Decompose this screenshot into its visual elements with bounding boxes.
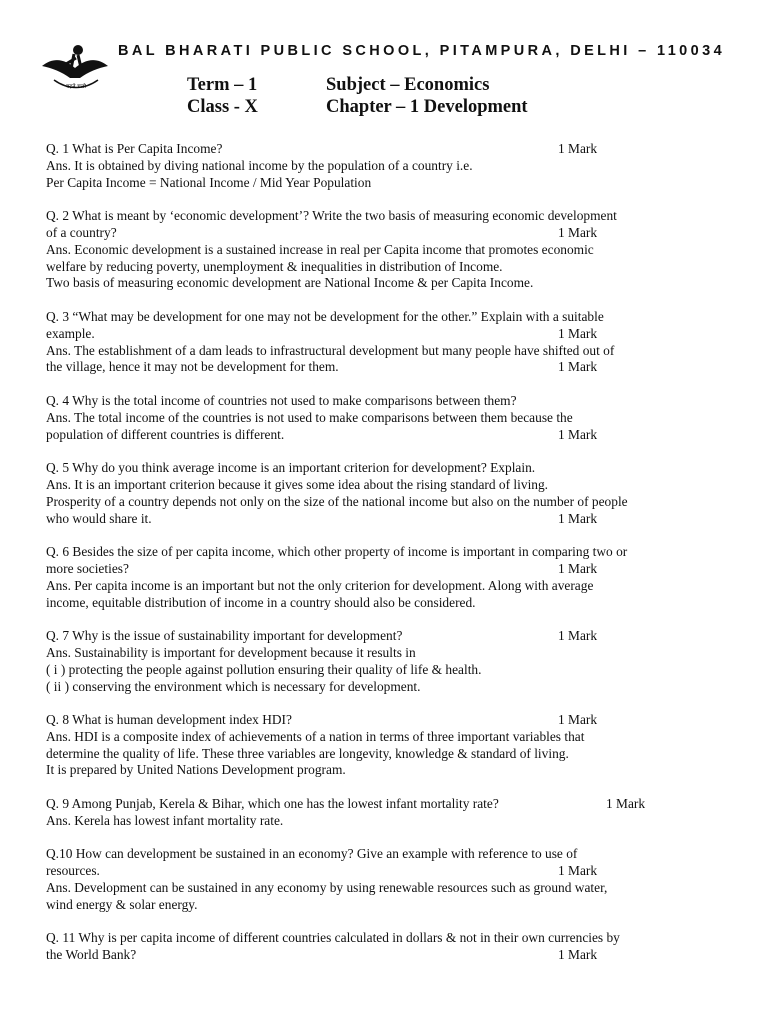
answer-line: wind energy & solar energy. (46, 896, 198, 912)
question-3: Q. 3 “What may be development for one may not be development for the other.” Explain with a suitable (46, 308, 604, 324)
mark-label: 1 Mark (558, 510, 598, 526)
answer-line: determine the quality of life. These three variables are longevity, knowledge & standard of living. (46, 745, 569, 761)
mark-label: 1 Mark (558, 863, 598, 879)
question-9 (46, 796, 736, 813)
question-text: example. (46, 325, 95, 341)
question-text: Q. 1 What is Per Capita Income? (46, 141, 223, 156)
mark-label: 1 Mark (558, 325, 598, 341)
question-text: of a country? (46, 224, 117, 240)
question-text: the World Bank? (46, 947, 137, 963)
mark-label: 1 Mark (558, 560, 598, 576)
mark-label: 1 Mark (558, 359, 598, 375)
answer-line: Ans. Sustainability is important for development because it results in (46, 644, 416, 660)
subject-label: Subject – Economics (326, 75, 490, 95)
answer-line: Ans. Development can be sustained in any economy by using renewable resources such as ground water, (46, 880, 608, 896)
question-text: Q. 8 What is human development index HDI? (46, 712, 292, 728)
mark-label: 1 Mark (606, 796, 646, 812)
mark-label: 1 Mark (558, 712, 598, 728)
chapter-label: Chapter – 1 Development (326, 97, 528, 117)
question-6: Q. 6 Besides the size of per capita income, which other property of income is important in comparing two or (46, 544, 628, 560)
answer-line: ( i ) protecting the people against pollution ensuring their quality of life & health. (46, 661, 482, 677)
class-label: Class - X (187, 97, 258, 117)
question-5: Q. 5 Why do you think average income is an important criterion for development? Explain. (46, 460, 536, 476)
answer-line: Ans. Per capita income is an important but not the only criterion for development. Along with average (46, 577, 594, 593)
questions-list (46, 141, 736, 964)
answer-line: the village, hence it may not be development for them. (46, 359, 339, 375)
answer-line: Ans. It is an important criterion because it gives some idea about the rising standard of living. (46, 476, 549, 492)
answer-line: It is prepared by United Nations Development program. (46, 762, 346, 778)
answer-line: population of different countries is different. (46, 426, 285, 442)
term-label: Term – 1 (187, 75, 258, 95)
question-8 (46, 712, 736, 729)
answer-line: Per Capita Income = National Income / Mid Year Population (46, 174, 372, 190)
mark-label: 1 Mark (558, 141, 598, 156)
question-10: Q.10 How can development be sustained in an economy? Give an example with reference to use of (46, 846, 578, 862)
mark-label: 1 Mark (558, 628, 598, 644)
answer-line: income, equitable distribution of income in a country should also be considered. (46, 594, 476, 610)
mark-label: 1 Mark (558, 947, 598, 963)
question-text: Q. 9 Among Punjab, Kerela & Bihar, which one has the lowest infant mortality rate? (46, 796, 499, 812)
answer-line: who would share it. (46, 510, 152, 526)
answer-line: Ans. It is obtained by diving national income by the population of a country i.e. (46, 157, 473, 173)
question-text: more societies? (46, 560, 129, 576)
mark-label: 1 Mark (558, 426, 598, 442)
answer-line: Ans. Kerela has lowest infant mortality rate. (46, 812, 284, 828)
question-2: Q. 2 What is meant by ‘economic development’? Write the two basis of measuring economic development (46, 208, 617, 224)
mark-label: 1 Mark (558, 224, 598, 240)
answer-line: Ans. HDI is a composite index of achievements of a nation in terms of three important variables that (46, 728, 585, 744)
answer-line: ( ii ) conserving the environment which is necessary for development. (46, 678, 421, 694)
answer-line: welfare by reducing poverty, unemployment & inequalities in distribution of Income. (46, 258, 503, 274)
answer-line: Prosperity of a country depends not only on the size of the national income but also on the number of people (46, 493, 628, 509)
answer-line: Ans. Economic development is a sustained increase in real per Capita income that promotes economic (46, 241, 594, 257)
logo-motto: बढ़ते चलो (66, 84, 86, 90)
answer-line: Ans. The establishment of a dam leads to infrastructural development but many people have shifted out of (46, 342, 615, 358)
school-logo (40, 38, 110, 94)
question-1 (46, 141, 736, 158)
question-7 (46, 628, 736, 645)
answer-line: Ans. The total income of the countries is not used to make comparisons between them because the (46, 409, 573, 425)
question-text: Q. 7 Why is the issue of sustainability important for development? (46, 628, 403, 644)
school-name: BAL BHARATI PUBLIC SCHOOL, PITAMPURA, DELHI – 110034 (118, 43, 726, 59)
question-4: Q. 4 Why is the total income of countries not used to make comparisons between them? (46, 392, 517, 408)
question-11: Q. 11 Why is per capita income of different countries calculated in dollars & not in their own currencies by (46, 930, 620, 946)
answer-line: Two basis of measuring economic development are National Income & per Capita Income. (46, 275, 534, 291)
question-text: resources. (46, 863, 100, 879)
